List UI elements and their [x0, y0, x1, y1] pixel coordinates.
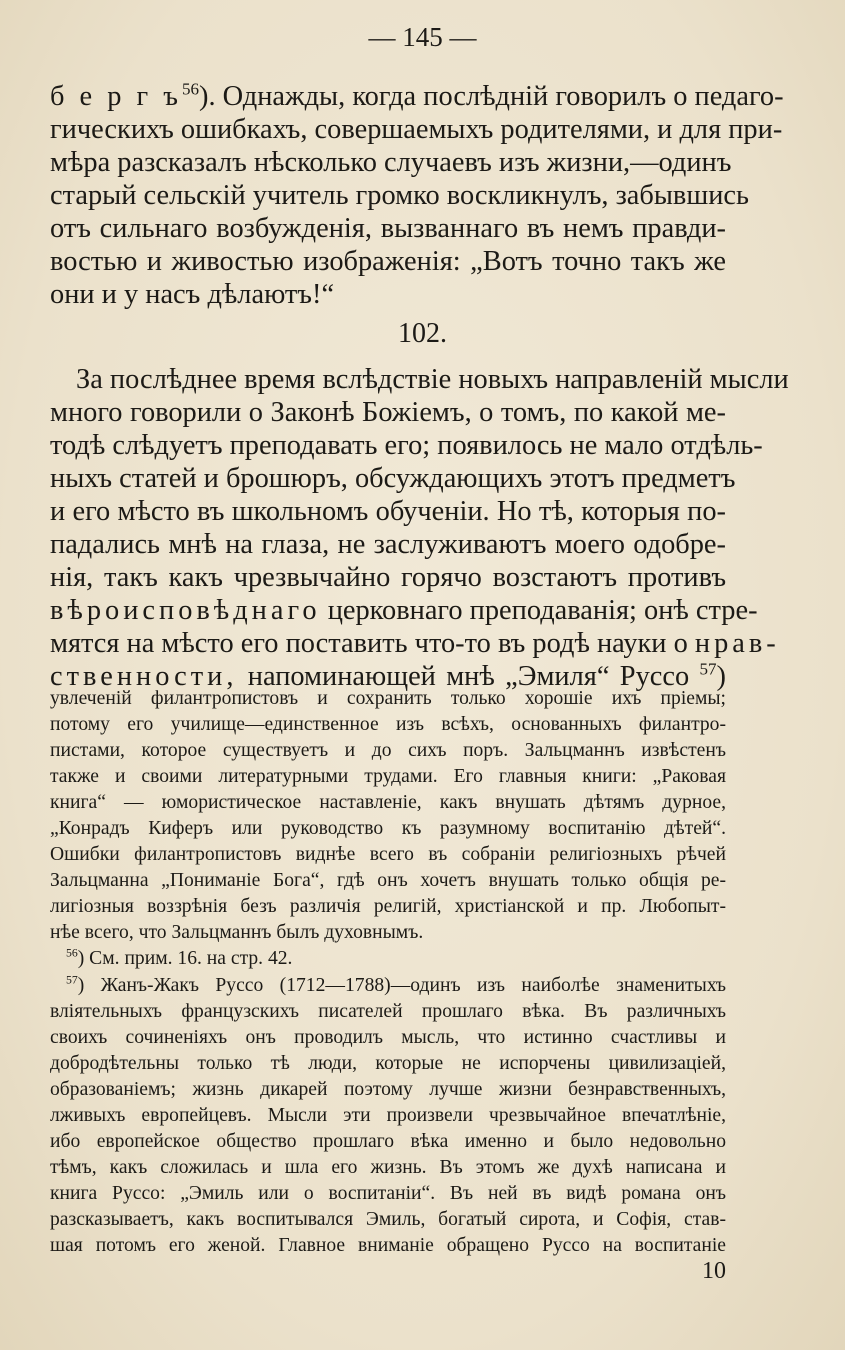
spaced-word: нрав-	[694, 628, 780, 659]
footnote-line: пистами, которое существуетъ и до сихъ поръ. Зальцманнъ извѣстенъ	[50, 740, 726, 761]
para1-line-5: отъ сильнаго возбужденія, вызваннаго въ немъ правди-	[50, 213, 726, 244]
para2-line-4: ныхъ статей и брошюръ, обсуждающихъ этотъ предметъ	[50, 463, 736, 494]
para2-line-8: вѣроисповѣднаго церковнаго преподаванія; онѣ стре-	[50, 595, 758, 626]
footnote-line: ибо европейское общество прошлаго вѣка именно и было недовольно	[50, 1131, 726, 1152]
page-number: — 145 —	[368, 22, 477, 52]
section-number: 102.	[398, 318, 447, 349]
footnote-line: вліятельныхъ французскихъ писателей прошлаго вѣка. Въ различныхъ	[50, 1001, 726, 1022]
spaced-word: ственности,	[50, 661, 238, 692]
footnote-57-first-line: $^{57}$) Жанъ-Жакъ Руссо (1712—1788)—одинъ изъ наиболѣе знаменитыхъ	[66, 973, 726, 996]
footnote-line: потому его училище—единственное изъ всѣхъ, основанныхъ филантро-	[50, 714, 726, 735]
footnote-line: книга“ — юмористическое наставленіе, какъ внушать дѣтямъ дурное,	[50, 792, 726, 813]
para2-line-9: мятся на мѣсто его поставить что-то въ родѣ науки о нрав-	[50, 628, 780, 659]
para1-line-4: старый сельскій учитель громко воскликнулъ, забывшись	[50, 180, 749, 211]
footnote-line: также и своими литературными трудами. Его главныя книги: „Раковая	[50, 766, 726, 787]
para1-line-2: гическихъ ошибкахъ, совершаемыхъ родителями, и для при-	[50, 114, 783, 145]
para1-line-3: мѣра разсказалъ нѣсколько случаевъ изъ жизни,—одинъ	[50, 147, 732, 178]
footnote-line: лживыхъ европейцевъ. Мысли эти произвели чрезвычайное впечатлѣніе,	[50, 1105, 726, 1126]
para2-line-6: падались мнѣ на глаза, не заслуживаютъ моего одобре-	[50, 529, 726, 560]
footnote-line: Зальцманна „Пониманіе Бога“, гдѣ онъ хочетъ внушать только общія ре-	[50, 870, 726, 891]
footnote-line: лигіозныя воззрѣнія безъ различія религій, христіанской и пр. Любопыт-	[50, 896, 726, 917]
para2-line-10: ственности, напоминающей мнѣ „Эмиля“ Руссо $^{57}$)	[50, 659, 726, 692]
footnote-line: образованіемъ; жизнь дикарей поэтому лучше жизни безнравственныхъ,	[50, 1079, 726, 1100]
para2-line-7: нія, такъ какъ чрезвычайно горячо возстаютъ противъ	[50, 562, 726, 593]
footnote-mark-57: 57	[66, 973, 78, 987]
footnote-line: добродѣтельны только тѣ люди, которые не испорчены цивилизаціей,	[50, 1053, 726, 1074]
printer-signature: 10	[702, 1258, 726, 1284]
footnote-mark-56: 56	[66, 946, 78, 960]
para1-line-1: б е р г $ъ^{56}$). Однажды, когда послѣдній говорилъ о педаго-	[50, 79, 784, 112]
footnote-line: шая потомъ его женой. Главное вниманіе обращено Руссо на воспитаніе	[50, 1235, 726, 1256]
footnote-ref-57: 57	[699, 659, 717, 679]
footnote-line: своихъ сочиненіяхъ онъ проводилъ мысль, что истинно счастливы и	[50, 1027, 726, 1048]
footnote-56: $^{56}$) См. прим. 16. на стр. 42.	[66, 946, 293, 969]
footnote-line: нѣе всего, что Зальцманнъ былъ духовнымъ.	[50, 922, 424, 943]
footnote-line: Ошибки филантропистовъ виднѣе всего въ собраніи религіозныхъ рѣчей	[50, 844, 726, 865]
footnote-line: увлеченій филантропистовъ и сохранить только хорошіе ихъ пріемы;	[50, 688, 726, 709]
footnote-line: разсказываетъ, какъ воспитывался Эмиль, богатый сирота, и Софія, став-	[50, 1209, 726, 1230]
para2-line-2: много говорили о Законѣ Божіемъ, о томъ, по какой ме-	[50, 397, 726, 428]
para2-line-5: и его мѣсто въ школьномъ обученіи. Но тѣ, которыя по-	[50, 496, 726, 527]
para1-line-6: востью и живостью изображенія: „Вотъ точно такъ же	[50, 246, 726, 277]
para2-line-3: тодѣ слѣдуетъ преподавать его; появилось не мало отдѣль-	[50, 430, 763, 461]
para1-line-7: они и у насъ дѣлаютъ!“	[50, 279, 335, 310]
para2-line-1: За послѣднее время вслѣдствіе новыхъ направленій мысли	[76, 364, 789, 395]
footnote-line: книга Руссо: „Эмиль или о воспитаніи“. Въ ней въ видѣ романа онъ	[50, 1183, 726, 1204]
footnote-line: тѣмъ, какъ сложилась и шла его жизнь. Въ этомъ же духѣ написана и	[50, 1157, 726, 1178]
spaced-word: вѣроисповѣднаго	[50, 595, 321, 626]
footnote-line: „Конрадъ Киферъ или руководство къ разумному воспитанію дѣтей“.	[50, 818, 726, 839]
footnote-ref-56: 56	[181, 79, 199, 99]
